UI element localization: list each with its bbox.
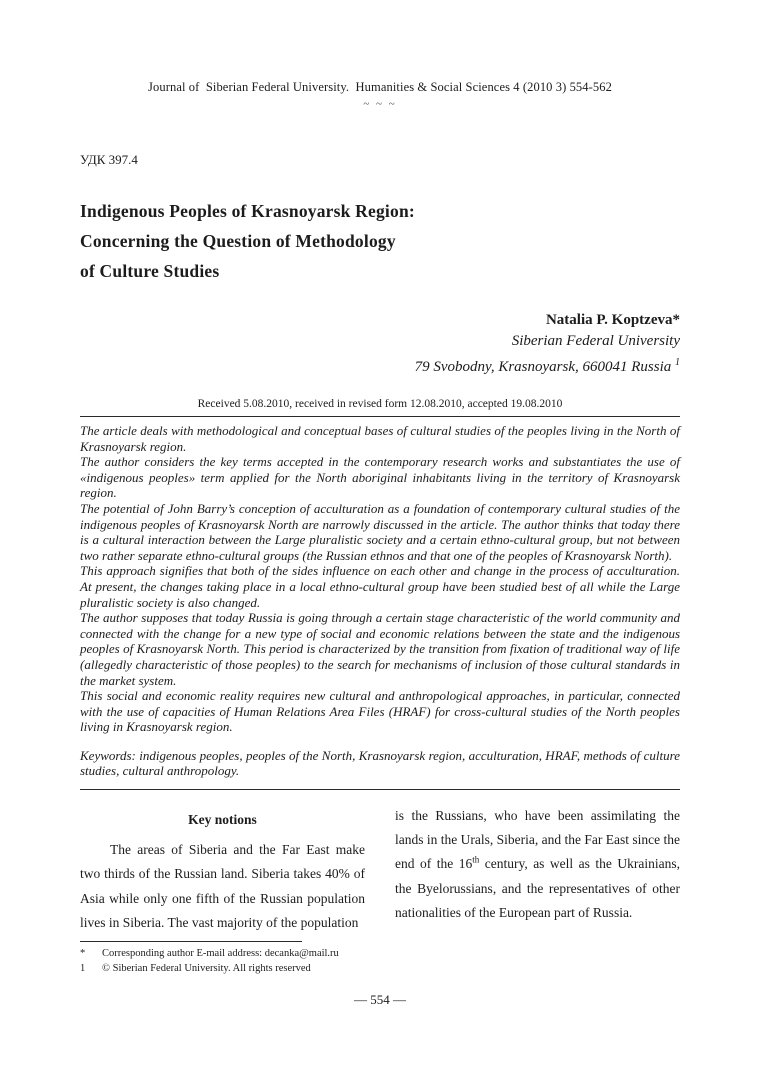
abstract-paragraph: This social and economic reality requires new cultural and anthropological approaches, in particular, connected with the use of capacities of Human Relations Area Files (HRAF) for cross-cultural studies of the North peoples living in Krasnoyarsk region. (80, 688, 680, 735)
footnote-marker: * (80, 948, 86, 960)
right-column-paragraph (395, 804, 680, 925)
abstract (80, 423, 680, 735)
abstract-bottom-rule (80, 789, 680, 790)
author-address (80, 352, 680, 378)
footnote-text: Corresponding author E-mail address: decanka@mail.ru (102, 948, 339, 960)
abstract-paragraph: This approach signifies that both of the sides influence on each other and change in the process of acculturation. At present, the changes taking place in a local ethno-cultural group have been studied best of all while the Large pluralistic society is also changed. (80, 563, 680, 610)
udk-code: УДК 397.4 (80, 152, 138, 167)
footnote-text: © Siberian Federal University. All rights reserved (102, 963, 311, 975)
author-affiliation: Siberian Federal University (511, 333, 680, 349)
right-column (395, 804, 680, 935)
right-paragraph-part-1: is the Russians, who have been assimilating the lands in the Urals, Siberia, and the Far East since the end of the 16 (395, 808, 680, 872)
article-title-line-2: Concerning the Question of Methodology (80, 231, 396, 251)
keywords-line: Keywords: indigenous peoples, peoples of the North, Krasnoyarsk region, acculturation, HRAF, methods of culture studies, cultural anthropology. (80, 747, 680, 779)
footnote-corresponding-author (80, 946, 680, 961)
abstract-paragraph: The potential of John Barry’s conception of acculturation as a foundation of contemporary cultural studies of the indigenous peoples of Krasnoyarsk North are narrowly discussed in the article. The author thinks that today there is a cultural interaction between the Large pluralistic society and a certain ethno-cultural group, but not between two rather separate ethno-cultural groups (the Russian ethnos and that one of the peoples of Krasnoyarsk North). (80, 500, 680, 563)
footnote-marker: 1 (80, 963, 86, 975)
article-title (80, 196, 680, 286)
section-heading: Key notions (188, 812, 257, 828)
page-number: — 554 — (354, 992, 406, 1008)
journal-header: Journal of Siberian Federal University. Humanities & Social Sciences 4 (2010 3) 554-562 (148, 80, 612, 94)
article-title-line-3: of Culture Studies (80, 261, 220, 281)
ordinal-superscript: th (472, 854, 480, 865)
author-address-text: 79 Svobodny, Krasnoyarsk, 660041 Russia (414, 359, 675, 375)
abstract-paragraph: The author considers the key terms accepted in the contemporary research works and substantiates the use of «indigenous peoples» term applied for the North aboriginal inhabitants living in the territory of Krasnoyarsk region. (80, 454, 680, 501)
abstract-top-rule (80, 416, 680, 417)
footnote-rule (80, 941, 302, 942)
author-block (80, 310, 680, 378)
left-column (80, 804, 365, 935)
body-columns (80, 804, 680, 935)
footnotes (80, 946, 680, 976)
address-footnote-mark: 1 (675, 357, 680, 368)
abstract-paragraph: The article deals with methodological and conceptual bases of cultural studies of the peoples living in the North of Krasnoyarsk region. (80, 423, 680, 454)
footnote-copyright (80, 961, 680, 976)
tilde-separator: ~ ~ ~ (363, 98, 397, 110)
received-dates: Received 5.08.2010, received in revised form 12.08.2010, accepted 19.08.2010 (197, 398, 563, 410)
article-title-line-1: Indigenous Peoples of Krasnoyarsk Region: (80, 201, 415, 221)
left-column-paragraph: The areas of Siberia and the Far East make two thirds of the Russian land. Siberia takes 40% of Asia while only one fifth of the Russian population lives in Siberia. The vast majority of the population (80, 842, 365, 930)
right-paragraph-part-2: century, as well as the Ukrainians, the Byelorussians, and the representatives of other nationalities of the European part of Russia. (395, 856, 680, 920)
author-name: Natalia P. Koptzeva* (545, 312, 680, 328)
abstract-paragraph: The author supposes that today Russia is going through a certain stage characteristic of the world community and connected with the change for a new type of social and economic relations between the state and the indigenous peoples of Krasnoyarsk North. This period is characterized by the transition from fixation of traditional way of life (allegedly characteristic of those peoples) to the search for mechanisms of inclusion of those cultural standards in the market system. (80, 610, 680, 688)
